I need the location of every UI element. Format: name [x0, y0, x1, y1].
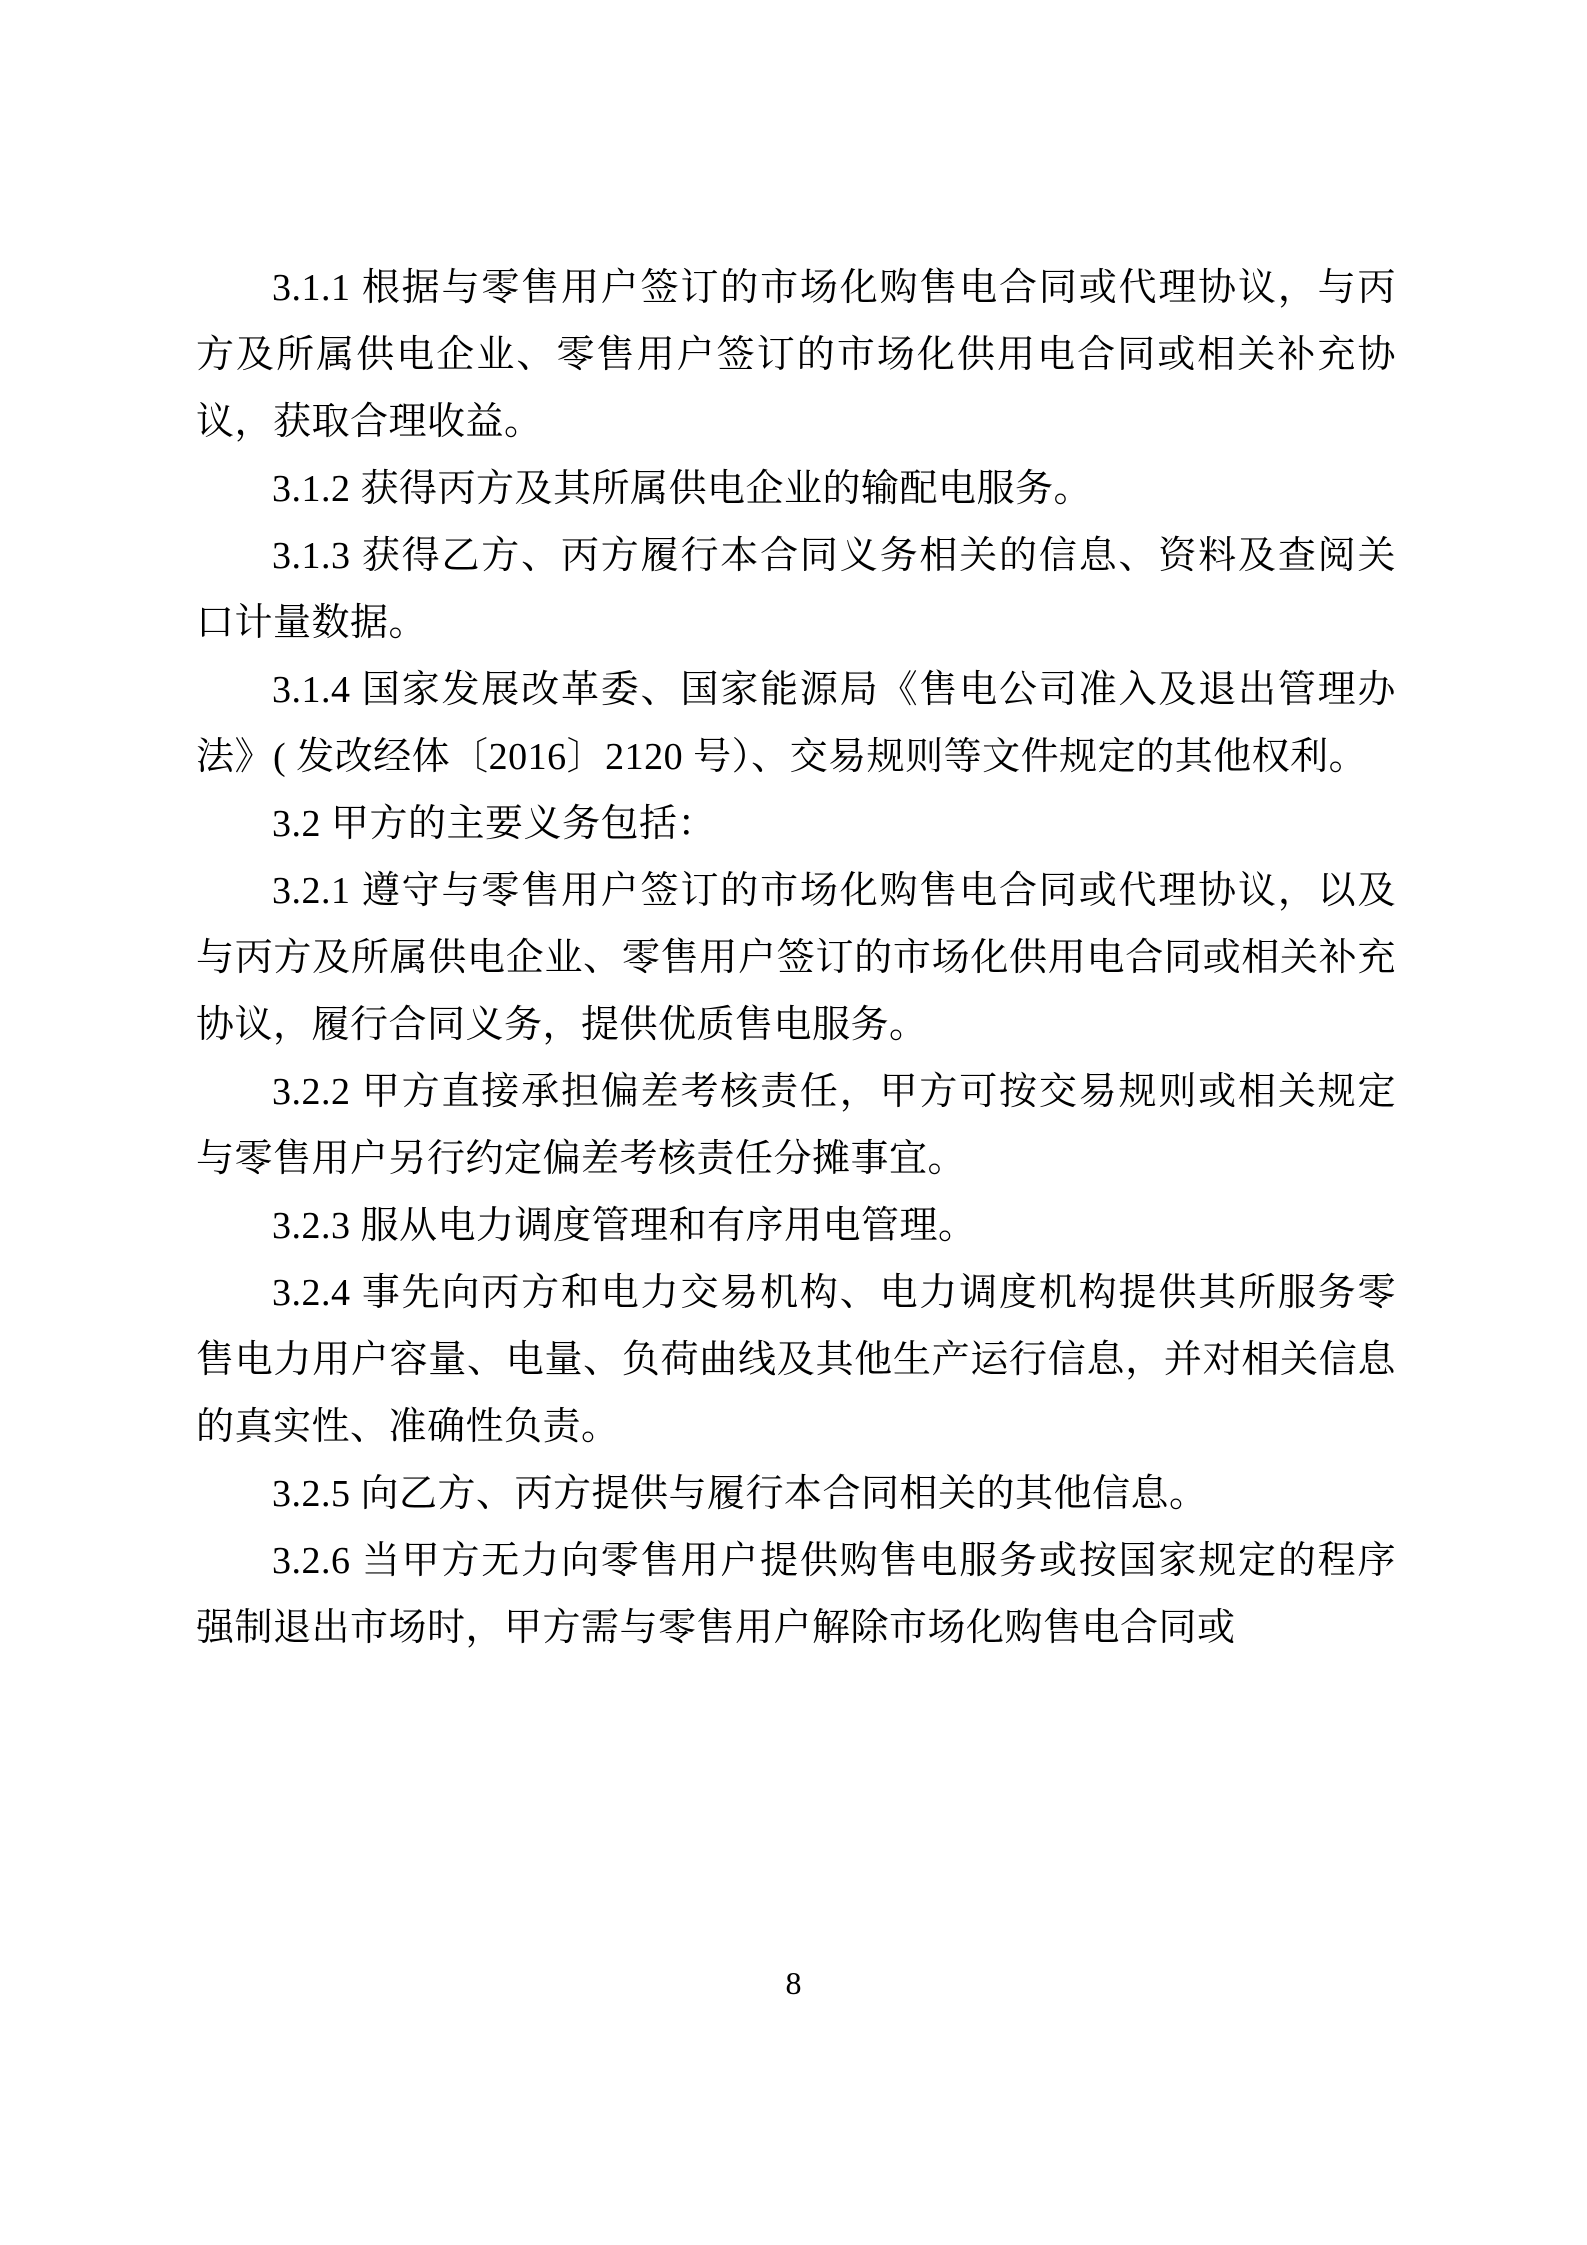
- paragraph-3-2-6: 3.2.6 当甲方无力向零售用户提供购售电服务或按国家规定的程序强制退出市场时，甲方需与零售用户解除市场化购售电合同或: [196, 1540, 1396, 1649]
- paragraph-3-2-1: 3.2.1 遵守与零售用户签订的市场化购售电合同或代理协议，以及与丙方及所属供电企业、零售用户签订的市场化供用电合同或相关补充协议，履行合同义务，提供优质售电服务。: [196, 870, 1396, 1046]
- paragraph-3-2-4: 3.2.4 事先向丙方和电力交易机构、电力调度机构提供其所服务零售电力用户容量、电量、负荷曲线及其他生产运行信息，并对相关信息的真实性、准确性负责。: [196, 1272, 1396, 1448]
- paragraph-3-1-2: 3.1.2 获得丙方及其所属供电企业的输配电服务。: [272, 468, 1093, 510]
- document-body: [196, 255, 1396, 1662]
- paragraph-3-2-3: 3.2.3 服从电力调度管理和有序用电管理。: [272, 1205, 977, 1247]
- paragraph-3-2-2: 3.2.2 甲方直接承担偏差考核责任，甲方可按交易规则或相关规定与零售用户另行约定偏差考核责任分摊事宜。: [196, 1071, 1396, 1180]
- paragraph-3-1-1: 3.1.1 根据与零售用户签订的市场化购售电合同或代理协议，与丙方及所属供电企业、零售用户签订的市场化供用电合同或相关补充协议，获取合理收益。: [196, 267, 1396, 443]
- paragraph-3-1-4: 3.1.4 国家发展改革委、国家能源局《售电公司准入及退出管理办法》( 发改经体〔2016〕2120 号）、交易规则等文件规定的其他权利。: [196, 669, 1396, 778]
- page-number: 8: [785, 1965, 802, 2001]
- paragraph-3-2-5: 3.2.5 向乙方、丙方提供与履行本合同相关的其他信息。: [272, 1473, 1208, 1515]
- paragraph-3-1-3: 3.1.3 获得乙方、丙方履行本合同义务相关的信息、资料及查阅关口计量数据。: [196, 535, 1396, 644]
- paragraph-3-2: 3.2 甲方的主要义务包括：: [272, 803, 717, 845]
